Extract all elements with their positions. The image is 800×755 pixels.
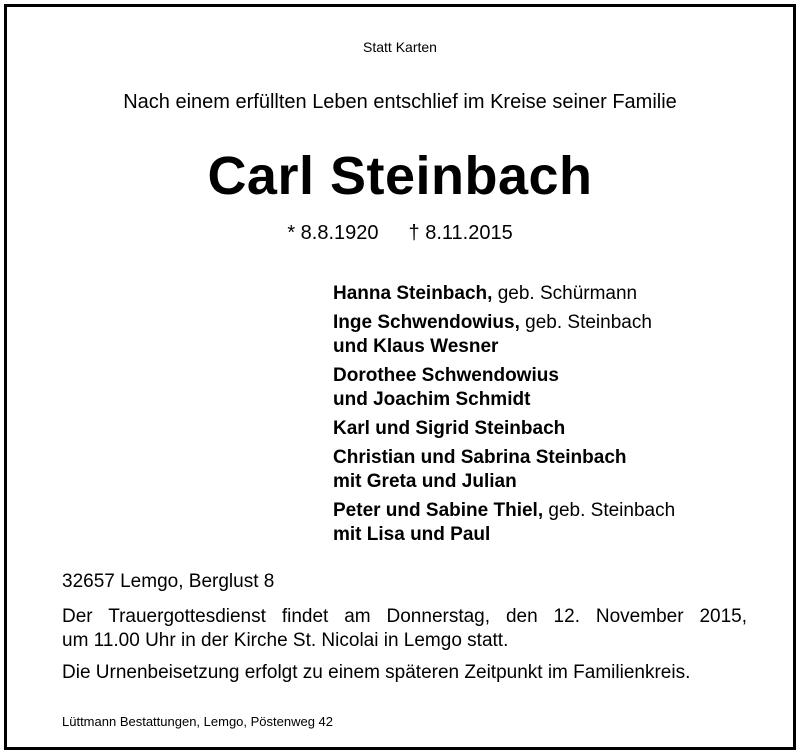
- service-line-1: Der Trauergottesdienst findet am Donnerstag, den 12. November 2015,: [62, 606, 747, 627]
- intro-text: Nach einem erfüllten Leben entschlief im Kreise seiner Familie: [123, 91, 677, 113]
- mourner-entry: [333, 499, 773, 547]
- death-date: † 8.11.2015: [408, 222, 513, 244]
- mourner-name: Dorothee Schwendowius: [333, 365, 559, 386]
- funeral-home: Lüttmann Bestattungen, Lemgo, Pöstenweg 42: [62, 714, 334, 729]
- mourner-birth-name: geb. Steinbach: [543, 500, 676, 521]
- life-dates: [7, 222, 793, 245]
- mourner-name: Inge Schwendowius,: [333, 312, 520, 333]
- mourner-companion: mit Greta und Julian: [333, 471, 517, 492]
- obituary-notice: [4, 4, 796, 750]
- mourner-list: [333, 282, 773, 552]
- mourner-birth-name: geb. Schürmann: [492, 283, 638, 304]
- mourner-entry: [333, 311, 773, 359]
- mourner-entry: [333, 364, 773, 412]
- birth-date: * 8.8.1920: [287, 222, 379, 244]
- service-info: [62, 605, 747, 653]
- mourner-name: Christian und Sabrina Steinbach: [333, 447, 627, 468]
- mourner-companion: und Joachim Schmidt: [333, 389, 531, 410]
- mourner-birth-name: geb. Steinbach: [519, 312, 652, 333]
- mourner-companion: und Klaus Wesner: [333, 336, 499, 357]
- header-note: Statt Karten: [363, 39, 437, 55]
- mourner-entry: [333, 446, 773, 494]
- mourner-name: Peter und Sabine Thiel,: [333, 500, 544, 521]
- mourner-entry: [333, 282, 773, 306]
- family-address: 32657 Lemgo, Berglust 8: [62, 571, 275, 592]
- mourner-companion: mit Lisa und Paul: [333, 524, 491, 545]
- service-line-2: um 11.00 Uhr in der Kirche St. Nicolai in Lemgo statt.: [62, 630, 509, 651]
- mourner-entry: [333, 417, 773, 441]
- burial-info: Die Urnenbeisetzung erfolgt zu einem späteren Zeitpunkt im Familienkreis.: [62, 662, 691, 683]
- mourner-name: Karl und Sigrid Steinbach: [333, 418, 566, 439]
- mourner-name: Hanna Steinbach,: [333, 283, 493, 304]
- deceased-name: Carl Steinbach: [207, 146, 593, 206]
